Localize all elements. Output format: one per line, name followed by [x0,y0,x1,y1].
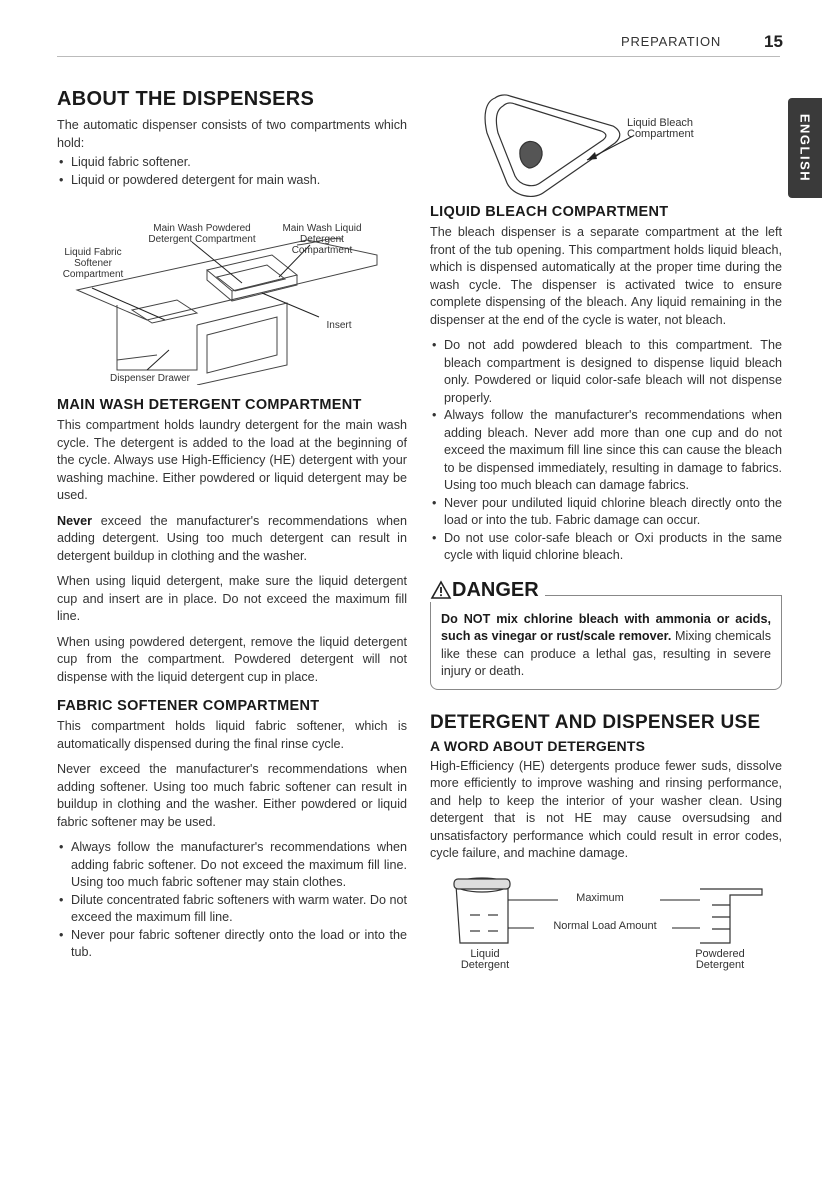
detergent-fill-figure [430,873,782,983]
bleach-item: • Do not use color-safe bleach or Oxi products in the same cycle with liquid chlorine bleach. [430,530,782,565]
label-liquid-detergent: Liquid Detergent [460,947,510,971]
about-list [57,154,407,189]
danger-text [441,611,771,681]
fabric-item: • Never pour fabric softener directly onto the load or into the tub. [57,927,407,962]
language-tab [788,98,822,198]
right-column [430,200,782,983]
main-wash-p1: This compartment holds laundry detergent for the main wash cycle. The detergent is added to the load at the beginning of the cycle. Always use High-Efficiency (HE) detergent with your washing machine. Either powdered or liquid detergent may be used. [57,418,407,502]
label-liquid-fabric-softener: Liquid Fabric Softener Compartment [62,247,124,280]
about-title: ABOUT THE DISPENSERS [57,88,315,110]
danger-content [430,595,782,690]
about-intro: The automatic dispenser consists of two compartments which hold: [57,118,407,150]
page-number: 15 [764,32,783,51]
label-maximum: Maximum [576,891,624,904]
main-wash-p2 [57,513,407,566]
fabric-list [57,839,407,962]
never-strong: Never [57,513,93,528]
main-wash-p2-text: exceed the manufacturer's recommendations when adding detergent. Using too much detergent can result in detergent buildup in clothing and the washer. [57,513,407,563]
label-powdered-detergent: Powdered Detergent [695,947,745,971]
fabric-item: • Always follow the manufacturer's recommendations when adding fabric softener. Do not exceed the maximum fill line. Using too much fabric softener may stain clothes. [57,839,407,892]
section-title: PREPARATION [621,34,722,49]
fabric-p1: This compartment holds liquid fabric softener, which is automatically dispensed during the final rinse cycle. [57,719,407,751]
bleach-figure [475,88,755,203]
danger-rest: Mixing chemicals like these can produce a lethal gas, resulting in severe injury or death. [441,629,771,678]
left-column [57,88,407,968]
header-rule [57,56,780,57]
label-liquid-bleach: Liquid Bleach Compartment [627,117,694,140]
label-insert: Insert [326,320,352,331]
bleach-item: • Always follow the manufacturer's recommendations when adding bleach. Never add more than one cup and do not exceed the maximum fill line since this can cause the bleach to be dispensed immediately, resulting in damage to fabrics. Using too much bleach can damage fabrics. [430,407,782,495]
bleach-item: • Do not add powdered bleach to this compartment. The bleach compartment is designed to dispense liquid bleach only. Powdered or liquid color-safe bleach will not dispense properly. [430,337,782,407]
bleach-title: LIQUID BLEACH COMPARTMENT [430,204,669,220]
language-tab-label: ENGLISH [797,113,813,183]
fabric-title: FABRIC SOFTENER COMPARTMENT [57,698,320,714]
detergent-use-title: DETERGENT AND DISPENSER USE [430,711,761,733]
bleach-drawing [475,88,755,203]
about-item: • Liquid or powdered detergent for main wash. [57,172,407,190]
about-item: • Liquid fabric softener. [57,154,407,172]
main-wash-p3: When using liquid detergent, make sure the liquid detergent cup and insert are in place. Do not exceed the maximum fill line. [57,574,407,623]
main-wash-p4: When using powdered detergent, remove the liquid detergent cup from the compartment. Powdered detergent will not dispense with the liquid detergent cup in place. [57,634,407,684]
label-main-wash-liquid: Main Wash Liquid Detergent Compartment [282,223,362,256]
bleach-list [430,337,782,565]
label-dispenser-drawer: Dispenser Drawer [109,373,191,384]
label-normal-load: Normal Load Amount [553,919,657,932]
dispenser-figure [57,195,407,385]
danger-strong: Do NOT mix chlorine bleach with ammonia or acids, such as vinegar or rust/scale remover. [441,611,771,643]
bleach-p1: The bleach dispenser is a separate compartment at the left front of the tub opening. This compartment holds liquid bleach, which is dispensed automatically at the proper time during the wash cycle. The dispenser is activated twice to ensure complete dispensing of the bleach. Any liquid remaining in the dispenser at the end of the cycle is water, not bleach. [430,225,782,327]
main-wash-title: MAIN WASH DETERGENT COMPARTMENT [57,397,362,413]
label-main-wash-powdered: Main Wash Powdered Detergent Compartment [148,223,256,245]
detergent-p1: High-Efficiency (HE) detergents produce fewer suds, dissolve more efficiently to improve washing and rinsing performance, and help to keep the interior of your washer clean. Using detergent that is not HE may cause oversudsing and unsatisfactory performance which could result in error codes, cycle failure, and machine damage. [430,758,782,860]
danger-title: DANGER [452,578,539,601]
danger-box [430,578,782,690]
fabric-item: • Dilute concentrated fabric softeners with warm water. Do not exceed the maximum fill line. [57,892,407,927]
fabric-p2: Never exceed the manufacturer's recommendations when adding softener. Using too much fabric softener can result in buildup in clothing and the washer. Either powdered or liquid fabric softener may be used. [57,762,407,829]
bleach-item: • Never pour undiluted liquid chlorine bleach directly onto the load or into the tub. Fabric damage can occur. [430,495,782,530]
danger-heading [430,579,545,602]
warning-triangle-icon [430,580,452,600]
detergent-subtitle: A WORD ABOUT DETERGENTS [430,737,646,754]
